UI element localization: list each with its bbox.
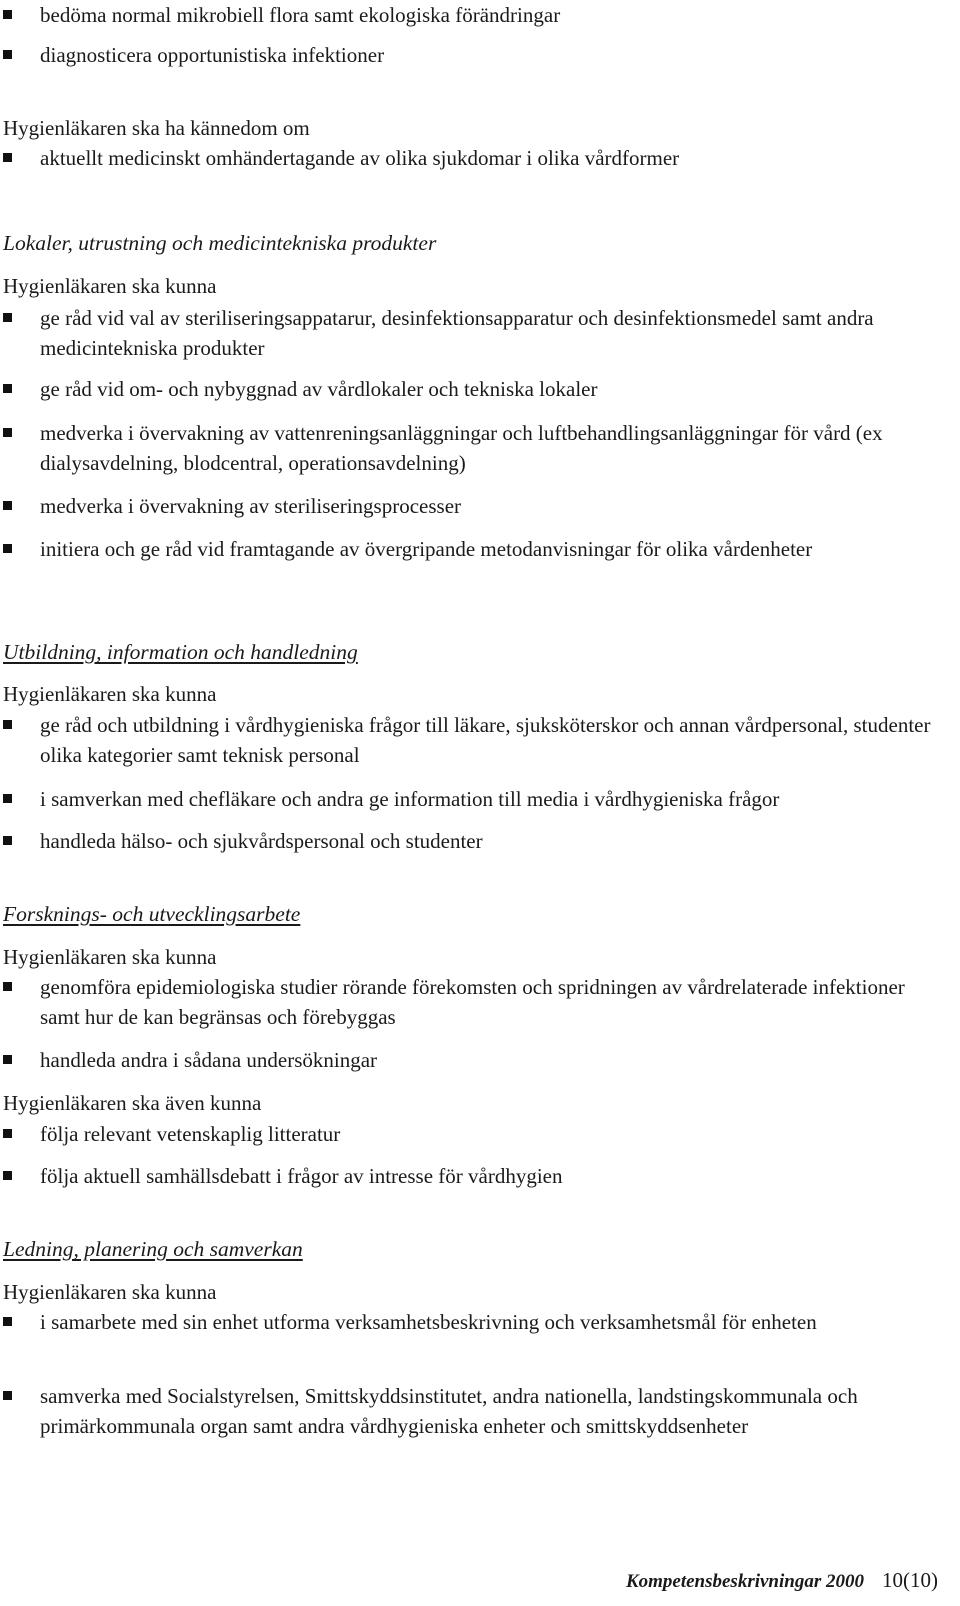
square-bullet-icon [3,836,12,845]
section-heading: Lokaler, utrustning och medicintekniska produkter [3,231,437,255]
intro-text: Hygienläkaren ska även kunna [3,1091,262,1115]
list-item [3,374,935,404]
intro-text: Hygienläkaren ska kunna [3,274,217,298]
list-item [3,40,935,70]
intro-text: Hygienläkaren ska kunna [3,682,217,706]
section-heading: Utbildning, information och handledning [3,640,358,664]
intro-text: Hygienläkaren ska ha kännedom om [3,116,310,140]
footer-title: Kompetensbeskrivningar 2000 [625,1571,864,1592]
square-bullet-icon [3,501,12,510]
list-item [3,534,935,564]
square-bullet-icon [3,720,12,729]
square-bullet-icon [3,982,12,991]
list-item [3,826,935,856]
square-bullet-icon [3,313,12,322]
list-item [3,1307,935,1337]
list-item-text: ge råd vid val av steriliseringsappatarur, desinfektionsapparatur och desinfektionsmedel samt andra medicintekniska produkter [40,306,874,360]
list-item [3,972,935,1032]
list-item [3,0,935,30]
square-bullet-icon [3,384,12,393]
list-item-text: medverka i övervakning av steriliseringsprocesser [40,494,462,518]
list-item-text: bedöma normal mikrobiell flora samt ekologiska förändringar [40,3,561,27]
list-item-text: initiera och ge råd vid framtagande av övergripande metodanvisningar för olika vårdenheter [40,537,813,561]
list-item-text: samverka med Socialstyrelsen, Smittskyddsinstitutet, andra nationella, landstingskommunala och primärkommunala organ samt andra vårdhygieniska enheter och smittskyddsenheter [40,1384,858,1438]
square-bullet-icon [3,428,12,437]
list-item [3,143,935,173]
list-item-text: ge råd vid om- och nybyggnad av vårdlokaler och tekniska lokaler [40,377,598,401]
list-item-text: följa relevant vetenskaplig litteratur [40,1122,341,1146]
list-item-text: ge råd och utbildning i vårdhygieniska frågor till läkare, sjuksköterskor och annan vårdpersonal, studenter olika kategorier samt teknisk personal [40,713,931,767]
list-item-text: genomföra epidemiologiska studier rörande förekomsten och spridningen av vårdrelaterade infektioner samt hur de kan begränsas och förebyggas [40,975,905,1029]
list-item [3,1381,935,1441]
list-item-text: medverka i övervakning av vattenreningsanläggningar och luftbehandlingsanläggningar för vård (ex dialysavdelning, blodcentral, operationsavdelning) [40,421,883,475]
list-item-text: handleda andra i sådana undersökningar [40,1048,378,1072]
list-item [3,784,935,814]
list-item [3,710,935,770]
square-bullet-icon [3,1391,12,1400]
list-item-text: i samverkan med chefläkare och andra ge information till media i vårdhygieniska frågor [40,787,780,811]
list-item-text: följa aktuell samhällsdebatt i frågor av intresse för vårdhygien [40,1164,563,1188]
square-bullet-icon [3,1171,12,1180]
list-item-text: i samarbete med sin enhet utforma verksamhetsbeskrivning och verksamhetsmål för enheten [40,1310,817,1334]
list-item-text: diagnosticera opportunistiska infektioner [40,43,385,67]
list-item [3,418,935,478]
page-footer [626,1565,938,1597]
square-bullet-icon [3,153,12,162]
list-item [3,1045,935,1075]
intro-text: Hygienläkaren ska kunna [3,945,217,969]
list-item-text: handleda hälso- och sjukvårdspersonal och studenter [40,829,483,853]
square-bullet-icon [3,794,12,803]
section-heading: Forsknings- och utvecklingsarbete [3,902,301,926]
page-number: 10(10) [882,1568,938,1592]
list-item [3,1161,935,1191]
list-item [3,303,935,363]
square-bullet-icon [3,1129,12,1138]
intro-text: Hygienläkaren ska kunna [3,1280,217,1304]
list-item [3,491,935,521]
list-item [3,1119,935,1149]
square-bullet-icon [3,10,12,19]
square-bullet-icon [3,1055,12,1064]
list-item-text: aktuellt medicinskt omhändertagande av olika sjukdomar i olika vårdformer [40,146,680,170]
section-heading: Ledning, planering och samverkan [3,1237,303,1261]
square-bullet-icon [3,50,12,59]
square-bullet-icon [3,1317,12,1326]
square-bullet-icon [3,544,12,553]
